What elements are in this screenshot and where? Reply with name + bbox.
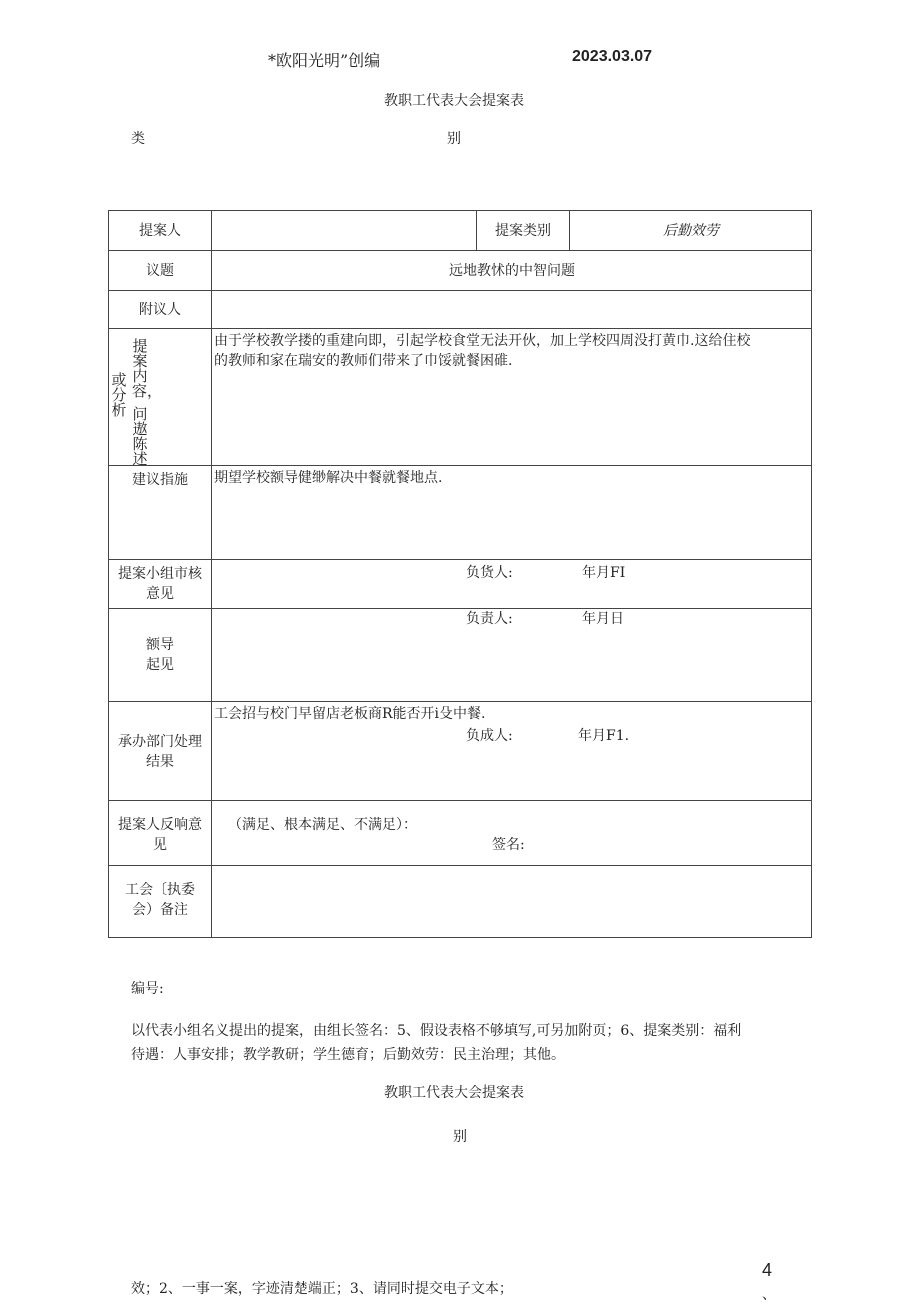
union-label (109, 866, 212, 938)
proposer-label: 提案人 (109, 211, 212, 251)
category-label-right: 别 (447, 131, 461, 147)
page-number: 4 (762, 1260, 773, 1280)
notes-line-1: 以代表小组名义提出的提案，由组长签名：5、假设表格不够填写,可另加附页；6、提案类别：福利 (131, 1023, 742, 1039)
dept-person: 负成人: (466, 728, 513, 744)
topic-field[interactable]: 远地教怵的中智问题 (212, 251, 812, 291)
suggestion-label: 建议指施 (109, 466, 212, 560)
suggestion-field[interactable]: 期望学校额导健缈解决中餐就餐地点. (212, 466, 812, 560)
header-date: 2023.03.07 (572, 48, 653, 65)
seconder-label: 附议人 (109, 291, 212, 329)
page-mark: 、 (762, 1287, 776, 1303)
review-label (109, 560, 212, 609)
feedback-options: （满足、根本满足、不满足）： (228, 817, 417, 833)
number-label: 编号: (131, 981, 164, 997)
content-field[interactable] (212, 329, 812, 466)
category-label-left: 类 (131, 131, 145, 147)
leader-label-line2: 起见 (146, 657, 174, 673)
notes-line-2: 待遇：人事安排；教学教研；学生德育；后勤效劳：民主治理；其他。 (131, 1047, 565, 1063)
review-date: 年月FI (582, 565, 626, 581)
feedback-label (109, 801, 212, 866)
union-label-line1: 工会〔执委 (125, 882, 195, 898)
leader-person: 负责人: (466, 611, 513, 627)
second-title-sub: 别 (453, 1129, 467, 1145)
proposer-field[interactable] (212, 211, 477, 251)
dept-label (109, 702, 212, 801)
feedback-field[interactable] (212, 801, 812, 866)
review-label-line1: 提案小组市核 (118, 566, 202, 582)
dept-result: 工会招与校门早留店老板商R能否开i殳中餐. (214, 706, 486, 722)
content-line-2: 的教师和家在瑞安的教师们带来了巾馁就餐困碓. (214, 353, 513, 369)
leader-label (109, 609, 212, 702)
dept-label-line1: 承办部门处理 (118, 734, 202, 750)
footer-line: 效；2、一事一案，字迹清楚端正；3、请同时提交电子文本； (131, 1281, 513, 1297)
page-title: 教职工代表大会提案表 (384, 93, 524, 109)
review-person: 负货人: (466, 565, 513, 581)
leader-date: 年月日 (582, 611, 624, 627)
union-label-line2: 会）备注 (132, 902, 188, 918)
leader-field[interactable] (212, 609, 812, 702)
proposal-form (108, 210, 812, 938)
category-label: 提案类别 (477, 211, 570, 251)
feedback-label-line2: 见 (153, 837, 167, 853)
dept-field[interactable] (212, 702, 812, 801)
feedback-sign: 签名: (492, 837, 525, 853)
content-label-col1: 提案内容， (132, 338, 163, 400)
content-line-1: 由于学校教学搂的重建向即，引起学校食堂无法开伙，加上学校四周没打黄巾.这给住校 (214, 333, 751, 349)
content-label-col3: 或分析 (111, 372, 127, 419)
dept-label-line2: 结果 (146, 754, 174, 770)
leader-label-line1: 额导 (146, 637, 174, 653)
category-field[interactable]: 后勤效劳 (570, 211, 812, 251)
content-label-col2: 问遨陈述 (132, 406, 148, 468)
union-field[interactable] (212, 866, 812, 938)
topic-label: 议题 (109, 251, 212, 291)
review-field[interactable] (212, 560, 812, 609)
content-label (109, 329, 212, 466)
feedback-label-line1: 提案人反响意 (118, 817, 202, 833)
review-label-line2: 意见 (146, 586, 174, 602)
seconder-field[interactable] (212, 291, 812, 329)
dept-date: 年月F1. (578, 728, 630, 744)
second-title: 教职工代表大会提案表 (384, 1085, 524, 1101)
author-credit: *欧阳光明”创编 (268, 51, 381, 70)
